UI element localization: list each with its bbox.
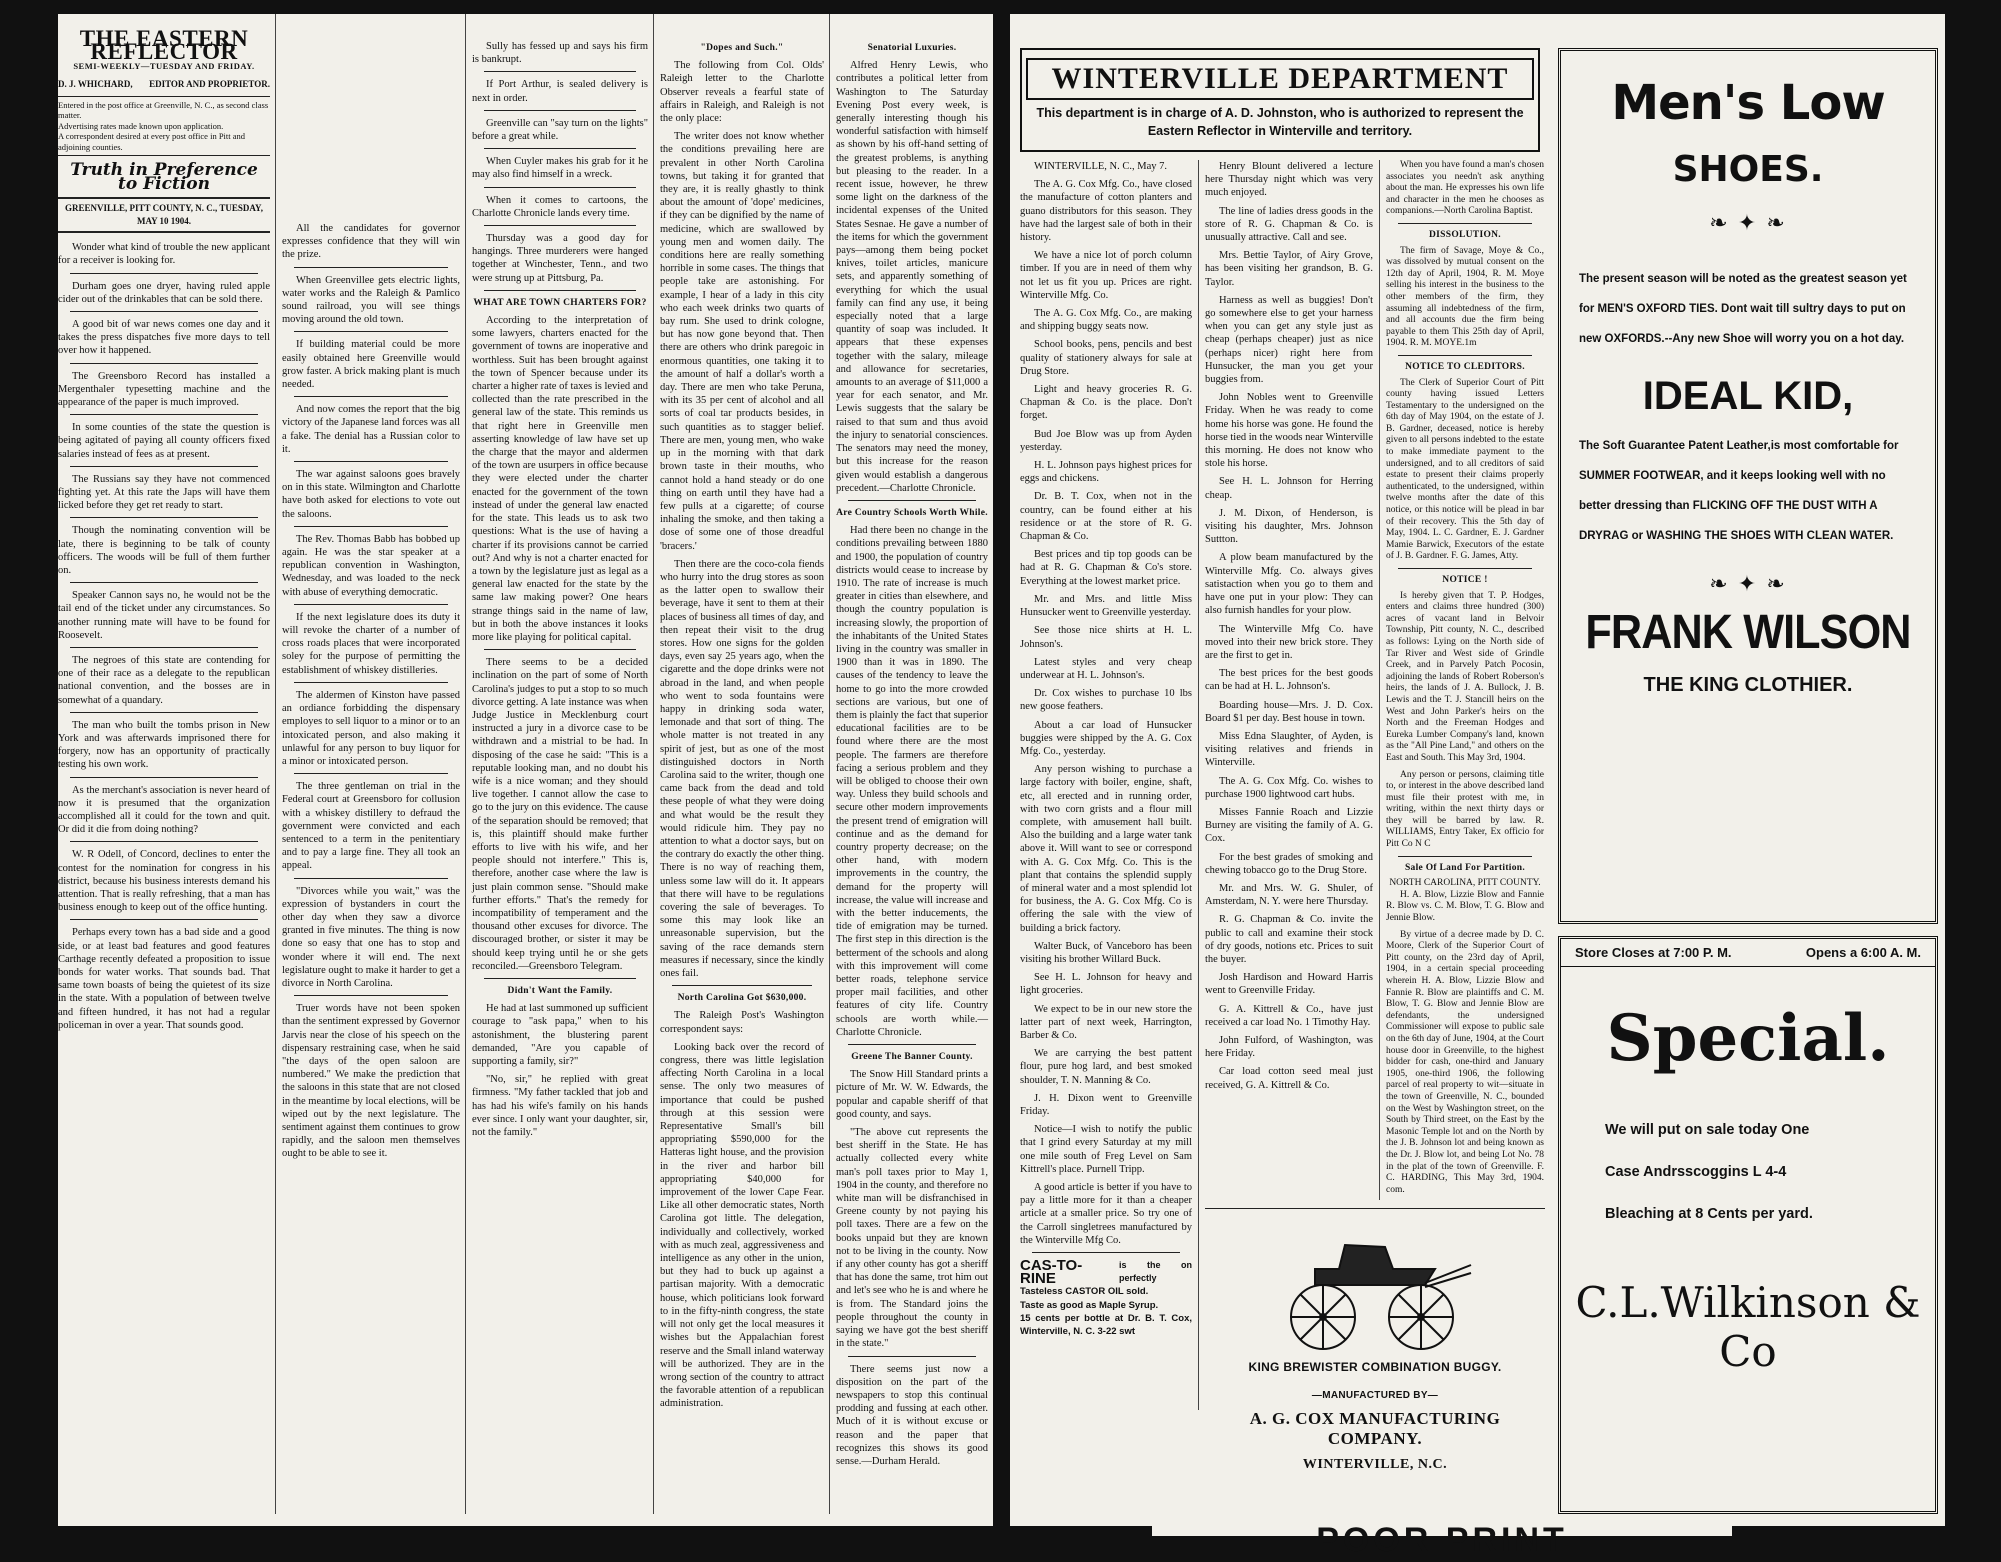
paragraph: All the candidates for governor expresses confidence that they will win the prize. <box>282 223 460 261</box>
news-item: School books, pens, pencils and best quality of stationery always for sale at Drug Store. <box>1020 339 1192 377</box>
news-item: Latest styles and very cheap underwear at H. L. Johnson's. <box>1020 656 1192 681</box>
paragraph: Looking back over the record of congress, there was little legislation affecting North Carolina in a local sense. The only two measures of importance that could be pushed through at this session were Representative Small's bill appropriating $590,000 for the Hatteras light house, and the provision in the river and harbor bill appropriating $40,000 for improvement of the lower Cape Fear. Like all other democratic states, North Carolina got little. The delegation, individually and collectively, worked with as much zeal, aggressiveness and intelligence as any other in the union, but they had to buck up against a partisan majority. With a democratic house, which politicians look forward to in the fifty-ninth congress, the state will not only get the local measures it wishes but the Appalachian forest reserve and the Small inland waterway will be authorized. They are in the wrong section of the country to attract the favorable attention of a republican administration. <box>660 1041 824 1410</box>
paragraph: "No, sir," he replied with great firmness. "My father tackled that job and has had his wife's family on his hands ever since. I only want your daughter, sir, not the family." <box>472 1074 648 1139</box>
ad-body-text: The Soft Guarantee Patent Leather,is most comfortable for SUMMER FOOTWEAR, and it keeps looking well with no better dressing than FLICKING OFF THE DUST WITH A DRYRAG or WASHING THE SHOES WITH CLEAN WATER. <box>1579 440 1899 542</box>
news-item: For the best grades of smoking and chewing tobacco go to the Drug Store. <box>1205 851 1373 876</box>
castorine-side: is the on perfectly <box>1118 1260 1192 1284</box>
news-item: A plow beam manufactured by the Winterville Mfg. Co. always gives satistaction when you go to them and have one put in your plow: They can also furnish handles for your plow. <box>1205 552 1373 617</box>
special-heading: Special. <box>1606 1001 1890 1076</box>
paragraph: The following from Col. Olds' Raleigh letter to the Charlotte Observer reveals a fearful state of affairs in Raleigh, and Raleigh is not the only place: <box>660 60 824 125</box>
buggy-company: A. G. COX MANUFACTURING COMPANY. <box>1249 1409 1501 1448</box>
ornament-icon: ❧ ✦ ❧ <box>1709 210 1787 235</box>
news-item: John Nobles went to Greenville Friday. When he was ready to come home his horse was gone. He found the horse tied in the woods near Winterville this morning. He does not know who stole his horse. <box>1205 392 1373 470</box>
paragraph: Then there are the coco-cola fiends who hurry into the drug stores as soon as the latter open to swallow their beverage, have it sent to them at their places of business all times of day, and then repeat their visit to the drug stores. How one signs for the golden days, even say 25 years ago, when the cigarette and the dope drinks were not abroad in the land, and when people who went to soda fountains were happy in drinking soda water, lemonade and that sort of thing. The whole matter is not treated in any spirit of jest, but as one of the most distinguished doctors in North Carolina said to the writer, though one came back from the dead and told these people of what they were doing and what would be the result they would ridicule him. They pay no attention to what a doctor says, but on the contrary do exactly the other thing. There is no way of reaching them, unless some law will do it. It appears that there will have to be regulations covering the sale of beverages. To some this may look like an unreasonable supervision, but the saving of the race demands stern measures if necessary, since the kindly ones fail. <box>660 558 824 980</box>
news-item: Boarding house—Mrs. J. D. Cox. Board $1 per day. Best house in town. <box>1205 699 1373 724</box>
news-item: Mr. and Mrs. W. G. Shuler, of Amsterdam, N. Y. were here Thursday. <box>1205 882 1373 908</box>
castorine-line: Taste as good as Maple Syrup. <box>1020 1299 1159 1311</box>
winterville-note: This department is in charge of A. D. Johnston, who is authorized to represent the Eastern Reflector in Winterville and territory. <box>1036 106 1524 138</box>
sale-text: H. A. Blow, Lizzie Blow and Fannie R. Blow vs. C. M. Blow, T. G. Blow and Jennie Blow. <box>1386 889 1544 924</box>
news-item: Light and heavy groceries R. G. Chapman & Co. is the place. Don't forget. <box>1020 384 1192 422</box>
news-item: When you have found a man's chosen associates you needn't ask anything about the man. He expresses his own life and character in the men he chooses as companions.—North Carolina Baptist. <box>1386 160 1544 217</box>
news-item: R. G. Chapman & Co. invite the public to call and examine their stock of dry goods, notions etc. Prices to suit the buyer. <box>1205 914 1373 965</box>
castorine-name: CAS-TO-RINE <box>1020 1257 1083 1288</box>
paragraph: And now comes the report that the big victory of the Japanese land forces was all a fake. The denial has a Russian color to it. <box>282 404 460 455</box>
paragraph: According to the interpretation of some lawyers, charters enacted for the government of towns are inoperative and worthless. Suit has been brought against the town of Spencer because under its charter a higher rate of taxes is levied and collected than the rate prescribed in the general law of the state. This reminds us that right here in Greenville men asserting knowledge of law have set up the charge that the mayor and aldermen of the town are usurpers in office because they were elected under the charter enacted for the government of the town instead of under the general law enacted for the state. This leads us to ask two questions: What is the use of having a charter if its provisions cannot be carried out? And why is not a charter enacted for a town by the legislature just as legal as a general law enacted for the state by the same law making power? One hears strange things said in the name of law, but in both the above instances it looks more like playing for political capital. <box>472 315 648 643</box>
news-item: J. H. Dixon went to Greenville Friday. <box>1020 1092 1192 1117</box>
news-item: Any person wishing to purchase a large factory with boiler, engine, shaft, etc, all erected and in running order, with two corn grists and a flour mill complete, with amusement hall built. Also the building and a large water tank above it. Will want to see or correspond with A. G. Cox Mfg. Co. This is the plant that contains the splendid supply of mineral water and a most splendid lot for business, the A. G. Cox Mfg. Co is offering the sale with the view of building a brick factory. <box>1020 764 1192 934</box>
frank-wilson-ad <box>1558 48 1938 924</box>
sale-heading: Sale Of Land For Partition. <box>1404 862 1526 873</box>
article-heading: WHAT ARE TOWN CHARTERS FOR? <box>473 297 647 308</box>
column-4 <box>660 14 824 1514</box>
creditors-heading: NOTICE TO CLEDITORS. <box>1405 361 1525 372</box>
paragraph: The Russians say they have not commenced fighting yet. At this rate the Japs will have them licked before they get ret ready to start. <box>58 473 270 512</box>
ideal-kid-heading: IDEAL KID, <box>1642 374 1854 418</box>
paragraph: The Snow Hill Standard prints a picture of Mr. W. W. Edwards, the popular and capable sheriff of that good county, and says. <box>836 1069 988 1120</box>
news-item: We are carrying the best pattent flour, pure hog lard, and best smoked shoulder, T. N. Manning & Co. <box>1020 1048 1192 1086</box>
news-item: Dr. Cox wishes to purchase 10 lbs new goose feathers. <box>1020 688 1192 713</box>
news-item: Walter Buck, of Vanceboro has been visiting his brother Willard Buck. <box>1020 940 1192 965</box>
special-line: Case Andrsscoggins L 4-4 <box>1605 1164 1787 1180</box>
paragraph: Perhaps every town has a bad side and a good side, or at least bad features and good features Carthage recently defeated a proposition to issue bonds for water works. That sounds bad. That same town boasts of being the quietest of its size in the state. With a population of between twelve and fifteen hundred, it has not had a regular policeman in over a year. That sounds good. <box>58 927 270 1031</box>
buggy-ad <box>1205 1208 1545 1515</box>
news-item: Josh Hardison and Howard Harris went to Greenville Friday. <box>1205 972 1373 997</box>
paragraph: Speaker Cannon says no, he would not be the tail end of the ticket under any circumstances. So another running mate will have to be found for Roosevelt. <box>58 590 270 641</box>
creditors-text: The Clerk of Superior Court of Pitt county having issued Letters Testamentary to the undersigned on the 6th day of May 1904, on the estate of J. B. Gardner, deceased, notice is hereby given to all persons indebted to the estate to make immediate payment to the undersigned, and to all creditors of said estate to present their claims properly authenticated, to the undersigned, within twelve months after the date of this notice, or this notice will be plead in bar of their recovery. This the 5th day of May, 1904. L. C. Gardner, E. J. Gardner Mamie Barwick, Executors of the estate of J. B. Gardner. F. G. James, Atty. <box>1386 377 1544 562</box>
motto: Truth in Preference to Fiction <box>70 160 258 194</box>
buggy-town: WINTERVILLE, N.C. <box>1302 1457 1448 1472</box>
ad-headline: Men's Low <box>1611 75 1885 131</box>
column-3 <box>472 14 648 1514</box>
news-item: Dr. B. T. Cox, when not in the country, can be found either at his residence or at the store of R. G. Chapman & Co. <box>1020 491 1192 543</box>
news-item: The line of ladies dress goods in the store of R. G. Chapman & Co. is unusually attractive. Call and see. <box>1205 205 1373 244</box>
news-item: Miss Edna Slaughter, of Ayden, is visiting relatives and friends in Winterville. <box>1205 730 1373 769</box>
news-item: The best prices for the best goods can be had at H. L. Johnson's. <box>1205 668 1373 693</box>
sale-subheading: NORTH CAROLINA, PITT COUNTY. <box>1389 878 1541 889</box>
news-item: We have a nice lot of porch column timber. If you are in need of them why not let us fit you up. Prices are right. Winterville Mfg. Co. <box>1020 250 1192 301</box>
paragraph: The writer does not know whether the conditions prevailing here are prevalent in other North Carolina towns, but taking it for granted that they are, it is really ghastly to think about the amount of 'dope' medicines, if they can be dignified by the name of medicine, which are swallowed by young men and women daily. The conditions here are really something horrible in some cases. The things that people take are astonishing. For example, I hear of a lady in this city who each week drinks two quarts of bay rum. She used to drink cologne, but has now gone beyond that. Then there are others who drink paregoic in enormous quantities, one taking it to the amount of half a dollar's worth a day. There are men who take Peruna, with its 35 per cent of alcohol and all sorts of coal tar products besides, in such quantities as to stagger belief. There are men, young men, who wake up in the morning with that dark brown taste in their mouths, who cannot hold a hand steady or do one thing on earth until they have had a few pulls at a cigarette; of course inhaling the smoke, and then taking a dose of some one of those dreadful 'bracers.' <box>660 131 824 552</box>
special-line: We will put on sale today One <box>1605 1122 1810 1138</box>
paragraph: W. R Odell, of Concord, declines to enter the contest for the nomination for congress in his district, because his business interests demand his attention. That is really refreshing, that a man has business enough to keep out of the office hunting. <box>58 849 270 914</box>
news-item: Misses Fannie Roach and Lizzie Burney are visiting the family of A. G. Cox. <box>1205 806 1373 845</box>
paragraph: If building material could be more easily obtained here Greenville would grow faster. A brick making plant is much needed. <box>282 339 460 391</box>
paragraph: The Raleigh Post's Washington correspondent says: <box>660 1010 824 1035</box>
article-heading: Didn't Want the Family. <box>507 986 613 996</box>
news-item: Car load cotton seed meal just received, G. A. Kittrell & Co. <box>1205 1066 1373 1091</box>
article-heading: Are Country Schools Worth While. <box>836 507 988 518</box>
news-item: Harness as well as buggies! Don't go somewhere else to get your harness when you can get any style just as cheap (perhaps cheaper) just as nice (perhaps nicer) right here from Hunsucker, the man you get your buggies from. <box>1205 294 1373 386</box>
paragraph: As the merchant's association is never heard of now it is presumed that the organization accomplished all it could for the town and quit. Or did it die from doing nothing? <box>58 784 270 836</box>
store-opens: Opens a 6:00 A. M. <box>1805 945 1921 960</box>
left-page <box>58 14 993 1526</box>
news-item: H. L. Johnson pays highest prices for eggs and chickens. <box>1020 460 1192 485</box>
news-item: WINTERVILLE, N. C., May 7. <box>1034 161 1168 172</box>
castorine-ad <box>1020 1259 1192 1338</box>
masthead-notes <box>58 96 270 157</box>
newspaper-title: THE EASTERN REFLECTOR <box>79 26 249 65</box>
buggy-manufactured-by: —MANUFACTURED BY— <box>1311 1390 1439 1401</box>
wilkinson-ad <box>1558 936 1938 1514</box>
buggy-caption: KING BREWISTER COMBINATION BUGGY. <box>1248 1360 1502 1374</box>
masthead-note: A correspondent desired at every post office in Pitt and adjoining counties. <box>58 131 246 152</box>
column-1 <box>58 14 270 1514</box>
news-item: Best prices and tip top goods can be had at R. G. Chapman & Co's store. Everything at the lowest market price. <box>1020 549 1192 587</box>
article-heading: North Carolina Got $630,000. <box>677 993 807 1004</box>
paragraph: Thursday was a good day for hangings. Three murderers were hanged together at Winchester, Tenn., and two were strung up at Pittsburg, Pa. <box>472 233 648 284</box>
news-item: The A. G. Cox Mfg. Co., have closed the manufacture of cotton planters and guano distributors for this season. They have had the largest sale of both in their history. <box>1020 179 1192 244</box>
sale-text: By virtue of a decree made by D. C. Moore, Clerk of the Superior Court of Pitt county, on the 23rd day of April, 1904, in a certain special proceeding wherein H. A. Blow, Lizzie Blow and Fannie R. Blow are plaintiffs and C. M. Blow, T. G. Blow and Jennie Blow are defendants, the undersigned Commissioner will expose to public sale on the 6th day of June, 1904, at the Court house door in Greenville, to the highest bidder for cash, one-third and January 1905, one-third 1906, the following parcel of real property to wit—situate in the town of Greenville, N. C., bounded on the West by Washington street, on the South by Third street, on the East by the Masonic Temple lot and on the North by the J. B. Johnson lot and being known as the Dr. J. Blow lot, and being Lot No. 78 in the plat of the town of Greenville. F. C. HARDING, This May 3rd, 1904. com. <box>1386 929 1544 1195</box>
news-item: Mr. and Mrs. and little Miss Hunsucker went to Greenville yesterday. <box>1020 593 1192 619</box>
news-item: John Fulford, of Washington, was here Friday. <box>1205 1034 1373 1060</box>
paragraph: The aldermen of Kinston have passed an ordiance forbidding the dispensary employes to sell liquor to a minor or to an intoxicated person, and also making it unlawful for any person to buy liquor for a minor or intoxicated person. <box>282 689 460 767</box>
paragraph: The three gentleman on trial in the Federal court at Greensboro for collusion with a whiskey distillery to defraud the government were convicted and each sentenced to a term in the penitentiary and to pay a large fine. They all took an appeal. <box>282 781 460 872</box>
paragraph: In some counties of the state the question is being agitated of paying all county officers fixed salaries instead of fees as at present. <box>58 422 270 460</box>
special-line: Bleaching at 8 Cents per yard. <box>1605 1206 1813 1222</box>
article-heading: Senatorial Luxuries. <box>867 43 957 53</box>
paragraph: When it comes to cartoons, the Charlotte Chronicle lands every time. <box>472 194 648 219</box>
editor-name: D. J. WHICHARD, <box>58 78 133 89</box>
winterville-column-1 <box>1020 160 1192 1520</box>
dissolution-heading: DISSOLUTION. <box>1429 229 1501 240</box>
paragraph: "The above cut represents the best sheriff in the State. He has actually collected every white man's poll taxes prior to May 1, 1904 in the county, and therefore no white man will be disfranchised in Greene county by not paying his poll taxes. There are a few on the books unpaid but they are known not to be living in the county. Now if any other county has got a sheriff that has done the same, trot him out and let's see who he is and where he is from. The Standard joins the people throughout the county in saying we have got the best sheriff in the state." <box>836 1127 988 1350</box>
news-item: The A. G. Cox Mfg. Co., are making and shipping buggy seats now. <box>1020 308 1192 333</box>
dissolution-text: The firm of Savage, Moye & Co., was dissolved by mutual consent on the 12th day of April, 1904, R. M. Moye selling his interest in the business to the other members of the firm, they assuming all indebtedness of the firm, and all accounts due the firm being payable to them This 25th day of April, 1904. R. M. MOYE.1m <box>1386 245 1544 349</box>
paragraph: When Greenvillee gets electric lights, water works and the Raleigh & Pamlico sound railroad, you will see things moving around the old town. <box>282 274 460 326</box>
winterville-title: WINTERVILLE DEPARTMENT <box>1026 58 1534 100</box>
column-5 <box>836 14 988 1514</box>
winterville-column-2 <box>1205 160 1373 1200</box>
masthead-note: Entered in the post office at Greenville, N. C., as second class matter. <box>58 99 269 121</box>
paragraph: Wonder what kind of trouble the new applicant for a receiver is looking for. <box>58 242 270 267</box>
buggy-illustration <box>1275 1225 1475 1355</box>
news-item: Mrs. Bettie Taylor, of Airy Grove, has been visiting her grandson, B. G. Taylor. <box>1205 250 1373 288</box>
masthead <box>58 26 270 233</box>
winterville-column-3 <box>1386 160 1544 1200</box>
masthead-note: Advertising rates made known upon application. <box>58 120 224 131</box>
notice-text: Is hereby given that T. P. Hodges, enters and claims three hundred (300) acres of vacant land in Belvoir Township, Pitt county, N. C., described as follows: Lying on the North side of Tar River and West side of Grindle Creek, and in Parvely Patch Pocosin, adjoining the lands of Robert Roberson's heirs, the lands of J. A. Bullock, J. B. Lewis and the T. J. Stancill heirs on the West and John Parker's heirs on the North and the Freeman Hodges and Eureka Lumber Company's land, known as the "All Pine Land," and others on the East and South. This May 3rd, 1904. <box>1386 590 1544 763</box>
news-item: See H. L. Johnson for heavy and light groceries. <box>1020 972 1192 997</box>
frank-wilson-name: FRANK WILSON <box>1585 606 1911 659</box>
ornament-icon: ❧ ✦ ❧ <box>1709 571 1787 596</box>
paragraph: Alfred Henry Lewis, who contributes a political letter from Washington to The Saturday Evening Post every week, is generally interesting though his wonderful satisfaction with himself as shown by his off-hand setting of the greatest problems, is anything but pleasing to the reader. In a recent issue, however, he threw some light on the darkness of the incidental expenses of the United States Sesnae. He gave a number of the items for which the government pays—among them being pocket knives, toilet articles, manicure sets, and apparently something of everything for which the usual family can find any use, it being especially noted that a large quantity of soap was included. It appears that these expenses together with the salary, mileage and allowance for secretaries, amounts to an average of $11,000 a year for each senator, and Mr. Lewis suggests that the salary be raised to that sum and thus avoid the injury to senatorial consciences. The senators may need the money, but this increase for the reason given would establish a dangerous precedent.—Charlotte Chronicle. <box>836 60 988 494</box>
paragraph: Had there been no change in the conditions prevailing between 1880 and 1900, the population of country districts would cease to increase by 1910. The rate of increase is much greater in cities than elsewhere, and though the country population is increasing slowly, the proportion of the inhabitants of the United States living in the country was smaller in 1900 than it was in 1890. The causes of the tendency to leave the home to go into the more crowded sections are various, but one of them is plainly the fact that superior educational facilities are to be found where there are the most people. The farmers are therefore facing a serious problem and they will be obliged to choose their own way. Unless they build schools and secure other modern improvements the present trend of emigration will continue and as the demand for country property decrease; on the other hand, with modern improvements in the country, the demand for the property will increase, the value will increase and with the better inducements, the tide of emigration may be turned. The first step in this direction is the betterment of the schools and along with this improvement will come better roads, telephone service proper mail facilities, and other features of city life. Country schools are worth while.—Charlotte Chronicle. <box>836 525 988 1038</box>
paragraph: If Port Arthur, is sealed delivery is next in order. <box>472 79 648 104</box>
paragraph: The man who built the tombs prison in New York and was afterwards imprisoned there for forgery, now has an opportunity of practically testing his own work. <box>58 719 270 771</box>
paragraph: The Rev. Thomas Babb has bobbed up again. He was the star speaker at a republican convention in Washington, Wednesday, and was loaded to the neck with abuse of everything democratic. <box>282 533 460 598</box>
news-item: Notice—I wish to notify the public that I grind every Saturday at my mill one mile south of Freg Level on Sam Kittrell's place. Purnell Tripp. <box>1020 1124 1192 1175</box>
paragraph: The negroes of this state are contending for one of their race as a delegate to the republican national convention, and the bosses are in somewhat of a quandary. <box>58 655 270 706</box>
paragraph: Though the nominating convention will be late, there is beginning to be talk of county officers. The woods will be full of them further on. <box>58 525 270 576</box>
paragraph: The Greensboro Record has installed a Mergenthaler typesetting machine and the appearance of the paper is much improved. <box>58 370 270 408</box>
paragraph: Durham goes one dryer, having ruled apple cider out of the drinkables that can be sold there. <box>58 280 270 305</box>
editor-line <box>58 78 270 91</box>
news-item: A good article is better if you have to pay a little more for it than a cheaper article at a smaller price. So try one of the Carroll singletrees manufactured by the Winterville Mfg Co. <box>1020 1182 1192 1246</box>
paragraph: The war against saloons goes bravely on in this state. Wilmington and Charlotte have both asked for elections to vote out the saloons. <box>282 469 460 520</box>
paragraph: "Divorces while you wait," was the expression of bystanders in court the other day when they saw a divorce granted in five minutes. The thing is now done so easy that one has to stop and wonder where it will end. The next legislature ought to make it harder to get a divorce in North Carolina. <box>282 885 460 989</box>
column-2 <box>282 14 460 1514</box>
paragraph: He had at last summoned up sufficient courage to "ask papa," when to his astonishment, the blustering parent demanded, "Are you capable of supporting a family, sir?" <box>472 1003 648 1068</box>
news-item: G. A. Kittrell & Co., have just received a car load No. 1 Timothy Hay. <box>1205 1003 1373 1028</box>
castorine-line: Tasteless CASTOR OIL sold. <box>1020 1286 1149 1298</box>
dateline: GREENVILLE, PITT COUNTY, N. C., TUESDAY, MAY 10 1904. <box>58 197 270 233</box>
news-item: See H. L. Johnson for Herring cheap. <box>1205 476 1373 501</box>
news-item: See those nice shirts at H. L. Johnson's. <box>1020 625 1192 650</box>
news-item: Bud Joe Blow was up from Ayden yesterday. <box>1020 428 1192 453</box>
store-closes: Store Closes at 7:00 P. M. <box>1575 945 1732 960</box>
ad-subheadline: SHOES. <box>1672 149 1824 190</box>
poor-print-banner: POOR PRINT <box>1152 1518 1732 1536</box>
editorial-paragraphs <box>58 241 270 1032</box>
frank-wilson-tagline: THE KING CLOTHIER. <box>1643 674 1853 696</box>
ad-body-text: The present season will be noted as the greatest season yet for MEN'S OXFORD TIES. Dont wait till sultry days to put on new OXFORDS.--Any new Shoe will worry you on a hot day. <box>1579 273 1907 345</box>
notice-heading: NOTICE ! <box>1442 575 1488 585</box>
news-item: Henry Blount delivered a lecture here Thursday night which was very much enjoyed. <box>1205 161 1373 199</box>
newspaper-subtitle: SEMI-WEEKLY—TUESDAY AND FRIDAY. <box>73 61 255 72</box>
paragraph: There seems just now a disposition on the part of the newspapers to stop this continual prodding and fussing at each other. Much of it is without excuse or reason and the paper that recognizes this shows its good sense.—Durham Herald. <box>836 1363 988 1467</box>
paragraph: A good bit of war news comes one day and it takes the press dispatches five more days to tell over how it happened. <box>58 318 270 357</box>
article-heading: Greene The Banner County. <box>851 1052 973 1063</box>
paragraph: Greenville can "say turn on the lights" before a great while. <box>472 117 648 143</box>
article-heading: "Dopes and Such." <box>700 43 784 53</box>
editor-role: EDITOR AND PROPRIETOR. <box>149 78 270 89</box>
paragraph: Truer words have not been spoken than the sentiment expressed by Governor Jarvis near the close of his speech on the dispensary restraining case, when he said "the days of the open saloon are numbered." We make the prediction that the saloons in this state that are not closed in the meantime by local elections, will be wiped out by the next legislature. The sentiment against them continues to grow rapidly, and the saloon men themselves ought to be able to see it. <box>282 1003 460 1160</box>
notice-text: Any person or persons, claiming title to, or interest in the above described land must file their protest with me, in writing, within the next thirty days or they will be barred by law. R. WILLIAMS, Entry Taker, Ex officio for Pitt Co N C <box>1386 769 1544 850</box>
news-item: J. M. Dixon, of Henderson, is visiting his daughter, Mrs. Johnson Suttton. <box>1205 507 1373 546</box>
paragraph: When Cuyler makes his grab for it he may also find himself in a wreck. <box>472 156 648 181</box>
store-hours <box>1561 939 1935 967</box>
paragraph: There seems to be a decided inclination on the part of some of North Carolina's judges to put a stop to so much divorce getting. A late instance was when Judge Justice in Mecklenburg court instructed a jury in a divorce case to be withdrawn and a mistrial to be had. In disposing of the case he said: "This is a reputable looking man, and no doubt his wife is a nice woman; and they should live together. I cannot allow the case to go to the jury on this evidence. The cause of the separation should be removed; that is, this plaintiff should make further efforts to live with his wife, and her people should not interfere." This is, therefore, another case where the law is just plain common sense. "Should make further efforts." That's the remedy for incompatibility of temperament and the thousand other excuses for divorce. The discouraged brother, or sister it may be should keep trying until he or she gets reconciled.—Greensboro Telegram. <box>472 657 648 972</box>
news-item: We expect to be in our new store the latter part of next week, Harrington, Barber & Co. <box>1020 1003 1192 1041</box>
paragraph: Sully has fessed up and says his firm is bankrupt. <box>472 41 648 66</box>
news-item: About a car load of Hunsucker buggies were shipped by the A. G. Cox Mfg. Co., yesterday. <box>1020 719 1192 757</box>
news-item: The A. G. Cox Mfg. Co. wishes to purchase 1900 lightwood cart hubs. <box>1205 775 1373 800</box>
paragraph: If the next legislature does its duty it will revoke the charter of a number of cross roads places that were incorporated soley for the purpose of permitting the establishment of whiskey distilleries. <box>282 611 460 676</box>
news-item: The Winterville Mfg Co. have moved into their new brick store. They are the first to get in. <box>1205 623 1373 661</box>
wilkinson-firm: C.L.Wilkinson & Co <box>1575 1278 1921 1376</box>
castorine-line: 15 cents per bottle at Dr. B. T. Cox, Winterville, N. C. 3-22 swt <box>1020 1312 1192 1338</box>
right-page <box>1010 14 1945 1526</box>
winterville-header <box>1020 48 1540 152</box>
